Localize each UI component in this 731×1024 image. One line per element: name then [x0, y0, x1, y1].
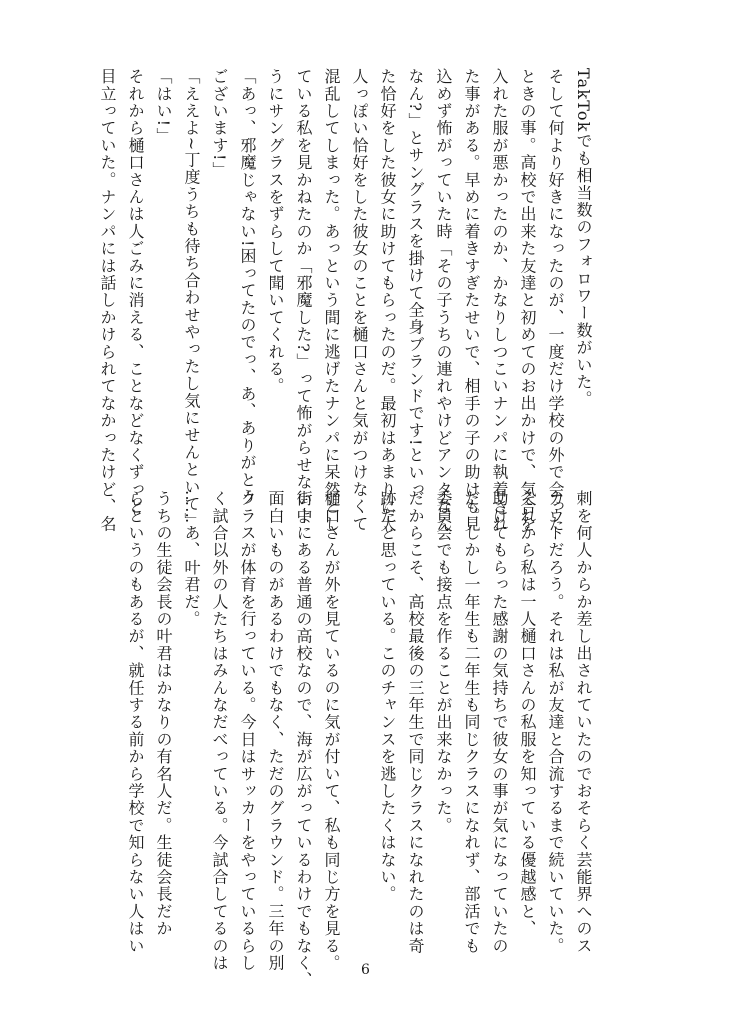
text-line: ございます!」 — [210, 68, 229, 179]
text-line: うにサングラスをずらして聞いてくれる。 — [266, 68, 285, 395]
text-line: 刺を何人からか差し出されていたのでおそらく芸能界へのス — [574, 490, 593, 955]
text-line: なん?」とサングラスを掛けて全身ブランドです!といっ — [406, 68, 425, 499]
text-block-lower — [37, 490, 597, 989]
text-line: 込めず怖がっていた時「その子うちの連れやけどアンタなん — [434, 68, 453, 533]
text-line: TakTokでも相当数のフォロワー数がいた。 — [574, 68, 593, 408]
text-line: 「はい!」 — [154, 68, 173, 145]
text-line: そして何より好きになったのが、一度だけ学校の外で会った — [546, 68, 565, 533]
text-line: クラスが体育を行っている。今日はサッカーをやっているらし — [238, 490, 257, 972]
text-line: く試合以外の人たちはみんなだべっている。今試合してるのは — [210, 490, 229, 972]
text-line: 助けてもらった感謝の気持ちで彼女の事が気になっていたの — [490, 490, 509, 955]
text-line: 人っぽい恰好をした彼女のことを樋口さんと気がつけなくて — [350, 68, 369, 533]
text-line: 混乱してしまった。あっという間に逃げたナンパに呆然とし — [322, 68, 341, 533]
text-line: た事がある。早めに着きすぎたせいで、相手の子の助けも見 — [462, 68, 481, 533]
text-line: カウトだろう。それは私が友達と合流するまで続いていた。 — [546, 490, 565, 955]
text-line: ている私を見かねたのか「邪魔した?」って怖がらせないよ — [294, 68, 313, 525]
text-line: だからこそ、高校最後の三年生で同じクラスになれたのは奇 — [406, 490, 425, 955]
text-line: それから樋口さんは人ごみに消える、ことなどなくずっと — [126, 68, 145, 516]
text-line: 跡だと思っている。このチャンスを逃したくはない。 — [378, 490, 397, 903]
blank-line — [345, 490, 373, 882]
text-block-upper — [37, 68, 597, 533]
text-line: 入れた服が悪かったのか、かなりしつこいナンパに執着され — [490, 68, 509, 533]
text-line: それから私は一人樋口さんの私服を知っている優越感と、 — [518, 490, 537, 938]
text-line: らというのもあるが、就任する前から学校で知らない人はい — [126, 490, 145, 955]
text-line: ときの事。高校で出来た友達と初めてのお出かけで、気合を — [518, 68, 537, 533]
text-line: うちの生徒会長の叶君はかなりの有名人だ。生徒会長だか — [154, 490, 173, 938]
text-line: 委員会でも接点を作ることが出来なかった。 — [434, 490, 453, 834]
page-number: 6 — [361, 962, 370, 978]
text-line: 目立っていた。ナンパには話しかけられてなかったけど、名 — [98, 68, 117, 533]
text-line: 街中にある普通の高校なので、海が広がっているわけでもなく、 — [294, 490, 313, 989]
text-line: ……あ、叶君だ。 — [182, 490, 201, 628]
text-line: 面白いものがあるわけでもなく、ただのグラウンド。三年の別 — [266, 490, 285, 972]
text-line: た恰好をした彼女に助けてもらったのだ。最初はあまりに大 — [378, 68, 397, 533]
text-line: 樋口さんが外を見ているのに気が付いて、私も同じ方を見る。 — [322, 490, 341, 972]
text-line: だ。しかし一年生も二年生も同じクラスになれず、部活でも — [462, 490, 481, 955]
text-line: 「あっ、邪魔じゃない!困ってたのでっ、あ、ありがとう — [238, 68, 257, 506]
text-line: 「ええよ~丁度うちも待ち合わせやったし気にせんといて」 — [182, 68, 201, 530]
